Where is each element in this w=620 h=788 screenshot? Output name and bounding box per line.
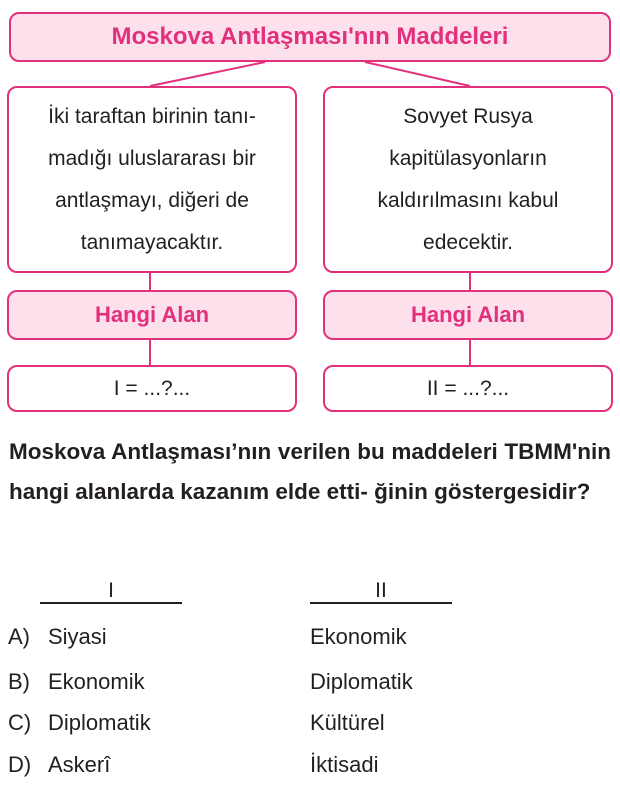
column-header-ii: II (310, 578, 452, 604)
hangi-alan-box-right (323, 290, 613, 340)
answer-box-right (323, 365, 613, 412)
option-i-value: Siyasi (48, 624, 107, 649)
option-ii-value: Kültürel (310, 710, 385, 735)
article-text-left: İki taraftan birinin tanı- madığı uluslararası bir antlaşmayı, diğeri de tanımayacaktır. (48, 104, 256, 254)
option-letter: A) (8, 624, 30, 649)
question-text: Moskova Antlaşması’nın verilen bu maddeleri TBMM'nin hangi alanlarda kazanım elde etti- ğinin göstergesidir? (9, 439, 611, 504)
answer-text-left: I = ...?... (113, 376, 191, 400)
option-ii-value: İktisadi (310, 752, 379, 777)
option-i-value: Askerî (48, 752, 111, 777)
hangi-alan-box-left (7, 290, 297, 340)
option-i-value: Ekonomik (48, 669, 145, 694)
diagram-title-text: Moskova Antlaşması'nın Maddeleri (111, 23, 509, 50)
article-text-right: Sovyet Rusya kapitülasyonların kaldırılmasını kabul edecektir. (377, 104, 559, 254)
option-letter: D) (8, 752, 32, 777)
option-ii-value: Diplomatik (310, 669, 413, 694)
article-box-left (7, 86, 297, 273)
option-a[interactable] (8, 620, 608, 654)
hangi-alan-label-left: Hangi Alan (94, 302, 210, 327)
hangi-alan-label-right: Hangi Alan (410, 302, 526, 327)
diagram-title (9, 12, 611, 62)
option-c[interactable] (8, 706, 608, 740)
answer-box-left (7, 365, 297, 412)
option-letter: B) (8, 669, 30, 694)
option-ii-value: Ekonomik (310, 624, 407, 649)
answer-text-right: II = ...?... (426, 376, 510, 400)
article-box-right (323, 86, 613, 273)
option-b[interactable] (8, 665, 608, 699)
option-d[interactable] (8, 748, 608, 782)
option-i-value: Diplomatik (48, 710, 151, 735)
column-header-i: I (40, 578, 182, 604)
option-letter: C) (8, 710, 32, 735)
